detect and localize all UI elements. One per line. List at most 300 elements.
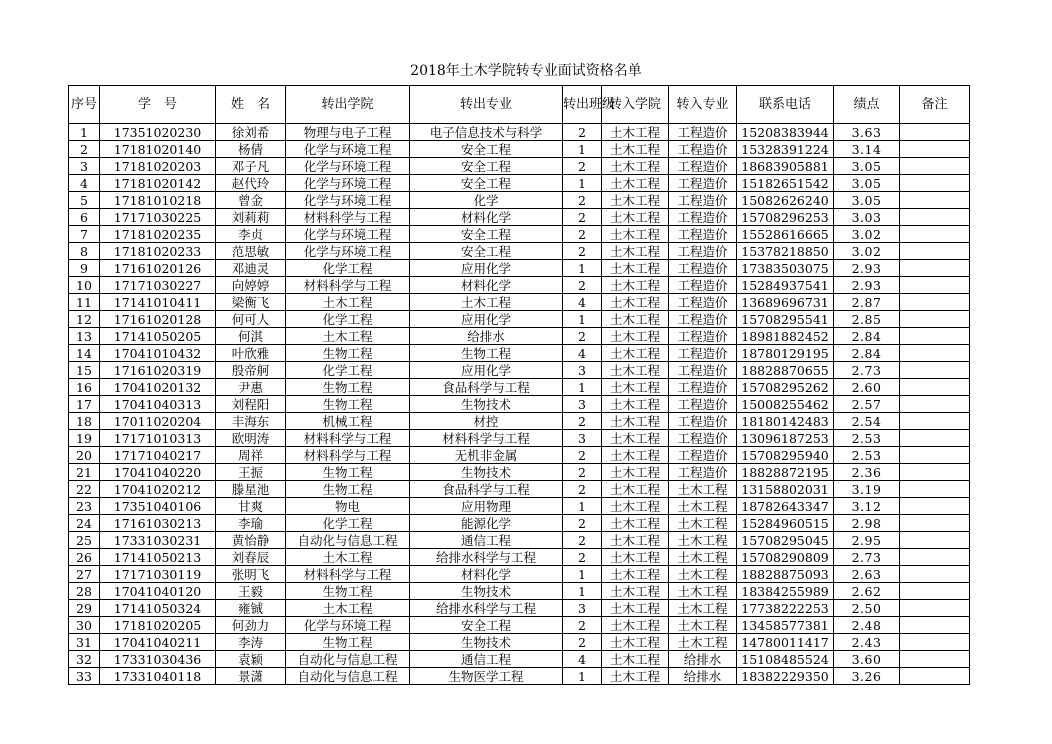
cell-from-major: 食品科学与工程: [410, 379, 563, 396]
cell-gpa: 2.50: [834, 600, 900, 617]
cell-remarks: [900, 175, 970, 192]
cell-gpa: 2.93: [834, 260, 900, 277]
cell-from-college: 生物工程: [286, 481, 410, 498]
cell-from-college: 化学与环境工程: [286, 226, 410, 243]
table-row: [69, 175, 970, 192]
table-row: [69, 498, 970, 515]
cell-to-college: 土木工程: [602, 447, 669, 464]
cell-to-college: 土木工程: [602, 277, 669, 294]
cell-to-major: 土木工程: [669, 549, 737, 566]
cell-student-id: 17171030227: [100, 277, 216, 294]
cell-student-id: 17141050205: [100, 328, 216, 345]
cell-remarks: [900, 345, 970, 362]
cell-to-college: 土木工程: [602, 549, 669, 566]
cell-remarks: [900, 634, 970, 651]
col-header-from-class: 转出班级: [563, 86, 602, 124]
cell-student-id: 17041040313: [100, 396, 216, 413]
cell-remarks: [900, 617, 970, 634]
cell-to-college: 土木工程: [602, 634, 669, 651]
cell-to-major: 工程造价: [669, 311, 737, 328]
cell-index: 23: [69, 498, 100, 515]
cell-to-major: 土木工程: [669, 600, 737, 617]
cell-from-major: 能源化学: [410, 515, 563, 532]
cell-name: 黄怡静: [216, 532, 286, 549]
cell-from-college: 化学工程: [286, 515, 410, 532]
cell-remarks: [900, 141, 970, 158]
cell-student-id: 17161020128: [100, 311, 216, 328]
table-row: [69, 243, 970, 260]
cell-phone: 15182651542: [737, 175, 834, 192]
cell-from-major: 生物技术: [410, 396, 563, 413]
cell-index: 20: [69, 447, 100, 464]
cell-from-class: 1: [563, 175, 602, 192]
table-row: [69, 379, 970, 396]
table-row: [69, 600, 970, 617]
cell-student-id: 17161020126: [100, 260, 216, 277]
cell-gpa: 2.84: [834, 328, 900, 345]
cell-to-college: 土木工程: [602, 328, 669, 345]
cell-from-college: 生物工程: [286, 345, 410, 362]
cell-student-id: 17351040106: [100, 498, 216, 515]
cell-from-class: 3: [563, 396, 602, 413]
cell-to-college: 土木工程: [602, 175, 669, 192]
cell-to-college: 土木工程: [602, 158, 669, 175]
cell-from-class: 2: [563, 464, 602, 481]
cell-from-major: 给排水科学与工程: [410, 600, 563, 617]
cell-name: 何劲力: [216, 617, 286, 634]
cell-name: 邓子凡: [216, 158, 286, 175]
cell-phone: 15708296253: [737, 209, 834, 226]
cell-from-college: 化学与环境工程: [286, 141, 410, 158]
cell-to-college: 土木工程: [602, 243, 669, 260]
cell-name: 殷帝舸: [216, 362, 286, 379]
cell-name: 滕星池: [216, 481, 286, 498]
cell-to-major: 工程造价: [669, 175, 737, 192]
cell-from-college: 自动化与信息工程: [286, 532, 410, 549]
cell-from-class: 2: [563, 549, 602, 566]
table-row: [69, 532, 970, 549]
cell-from-college: 化学与环境工程: [286, 192, 410, 209]
cell-to-major: 土木工程: [669, 634, 737, 651]
cell-student-id: 17181020142: [100, 175, 216, 192]
table-row: [69, 345, 970, 362]
cell-from-class: 1: [563, 311, 602, 328]
cell-name: 李瑜: [216, 515, 286, 532]
cell-from-college: 材料科学与工程: [286, 277, 410, 294]
cell-index: 13: [69, 328, 100, 345]
cell-name: 徐刘希: [216, 124, 286, 141]
cell-from-major: 无机非金属: [410, 447, 563, 464]
cell-from-college: 材料科学与工程: [286, 209, 410, 226]
cell-name: 刘莉莉: [216, 209, 286, 226]
cell-student-id: 17171030225: [100, 209, 216, 226]
cell-remarks: [900, 379, 970, 396]
cell-phone: 18180142483: [737, 413, 834, 430]
table-row: [69, 430, 970, 447]
cell-to-major: 给排水: [669, 651, 737, 668]
table-row: [69, 328, 970, 345]
cell-index: 16: [69, 379, 100, 396]
cell-from-college: 土木工程: [286, 600, 410, 617]
cell-gpa: 2.60: [834, 379, 900, 396]
cell-name: 曾金: [216, 192, 286, 209]
cell-student-id: 17041040120: [100, 583, 216, 600]
cell-from-college: 自动化与信息工程: [286, 651, 410, 668]
table-row: [69, 158, 970, 175]
cell-student-id: 17331040118: [100, 668, 216, 685]
cell-phone: 15708295262: [737, 379, 834, 396]
cell-remarks: [900, 328, 970, 345]
table-row: [69, 481, 970, 498]
table-row: [69, 583, 970, 600]
cell-from-class: 1: [563, 583, 602, 600]
cell-from-class: 2: [563, 226, 602, 243]
cell-gpa: 3.12: [834, 498, 900, 515]
cell-from-major: 应用化学: [410, 362, 563, 379]
cell-phone: 15708295541: [737, 311, 834, 328]
cell-index: 17: [69, 396, 100, 413]
cell-phone: 13096187253: [737, 430, 834, 447]
cell-index: 2: [69, 141, 100, 158]
cell-from-major: 生物工程: [410, 345, 563, 362]
cell-index: 30: [69, 617, 100, 634]
cell-gpa: 3.05: [834, 192, 900, 209]
cell-name: 梁衡飞: [216, 294, 286, 311]
cell-from-college: 物电: [286, 498, 410, 515]
cell-name: 向婷婷: [216, 277, 286, 294]
table-row: [69, 634, 970, 651]
cell-student-id: 17041020132: [100, 379, 216, 396]
cell-from-college: 生物工程: [286, 634, 410, 651]
cell-remarks: [900, 413, 970, 430]
cell-from-college: 机械工程: [286, 413, 410, 430]
cell-from-class: 2: [563, 277, 602, 294]
table-body: [69, 124, 970, 685]
table-row: [69, 294, 970, 311]
cell-from-college: 化学工程: [286, 260, 410, 277]
cell-to-major: 工程造价: [669, 294, 737, 311]
col-header-index: 序号: [69, 86, 100, 124]
cell-to-college: 土木工程: [602, 260, 669, 277]
cell-from-major: 应用化学: [410, 311, 563, 328]
cell-student-id: 17181020140: [100, 141, 216, 158]
cell-student-id: 17141050324: [100, 600, 216, 617]
cell-from-class: 3: [563, 430, 602, 447]
cell-remarks: [900, 651, 970, 668]
cell-from-class: 2: [563, 124, 602, 141]
cell-from-class: 1: [563, 379, 602, 396]
cell-from-college: 化学与环境工程: [286, 617, 410, 634]
cell-index: 33: [69, 668, 100, 685]
cell-from-major: 材料化学: [410, 277, 563, 294]
cell-to-major: 土木工程: [669, 498, 737, 515]
cell-student-id: 17041020212: [100, 481, 216, 498]
cell-student-id: 17331030231: [100, 532, 216, 549]
cell-phone: 15708290809: [737, 549, 834, 566]
cell-to-college: 土木工程: [602, 498, 669, 515]
cell-index: 5: [69, 192, 100, 209]
cell-from-college: 化学与环境工程: [286, 243, 410, 260]
cell-phone: 17383503075: [737, 260, 834, 277]
cell-to-major: 工程造价: [669, 243, 737, 260]
cell-gpa: 2.95: [834, 532, 900, 549]
cell-from-college: 材料科学与工程: [286, 447, 410, 464]
cell-name: 杨倩: [216, 141, 286, 158]
cell-to-major: 工程造价: [669, 158, 737, 175]
cell-phone: 18384255989: [737, 583, 834, 600]
cell-index: 28: [69, 583, 100, 600]
cell-from-class: 2: [563, 158, 602, 175]
cell-gpa: 2.73: [834, 549, 900, 566]
cell-student-id: 17331030436: [100, 651, 216, 668]
cell-to-major: 土木工程: [669, 532, 737, 549]
cell-name: 何可人: [216, 311, 286, 328]
cell-gpa: 3.02: [834, 226, 900, 243]
cell-student-id: 17161020319: [100, 362, 216, 379]
cell-from-college: 化学与环境工程: [286, 175, 410, 192]
cell-phone: 13158802031: [737, 481, 834, 498]
table-row: [69, 668, 970, 685]
cell-student-id: 17041040211: [100, 634, 216, 651]
cell-gpa: 2.53: [834, 430, 900, 447]
table-row: [69, 226, 970, 243]
cell-index: 19: [69, 430, 100, 447]
cell-phone: 15008255462: [737, 396, 834, 413]
cell-from-college: 物理与电子工程: [286, 124, 410, 141]
table-row: [69, 141, 970, 158]
cell-index: 31: [69, 634, 100, 651]
cell-name: 张明飞: [216, 566, 286, 583]
cell-student-id: 17041040220: [100, 464, 216, 481]
cell-to-major: 土木工程: [669, 566, 737, 583]
cell-from-class: 2: [563, 515, 602, 532]
cell-from-major: 安全工程: [410, 141, 563, 158]
cell-phone: 17738222253: [737, 600, 834, 617]
cell-name: 尹惠: [216, 379, 286, 396]
cell-from-college: 土木工程: [286, 328, 410, 345]
cell-from-college: 生物工程: [286, 379, 410, 396]
cell-from-class: 1: [563, 498, 602, 515]
cell-gpa: 2.98: [834, 515, 900, 532]
cell-from-major: 材料科学与工程: [410, 430, 563, 447]
cell-index: 12: [69, 311, 100, 328]
table-row: [69, 549, 970, 566]
cell-name: 何淇: [216, 328, 286, 345]
cell-gpa: 3.60: [834, 651, 900, 668]
cell-to-college: 土木工程: [602, 362, 669, 379]
cell-phone: 15108485524: [737, 651, 834, 668]
cell-to-major: 工程造价: [669, 124, 737, 141]
cell-phone: 15708295940: [737, 447, 834, 464]
cell-gpa: 2.84: [834, 345, 900, 362]
cell-to-major: 工程造价: [669, 328, 737, 345]
cell-remarks: [900, 464, 970, 481]
cell-to-college: 土木工程: [602, 294, 669, 311]
cell-student-id: 17181020235: [100, 226, 216, 243]
cell-from-class: 2: [563, 447, 602, 464]
cell-to-major: 工程造价: [669, 430, 737, 447]
cell-to-major: 工程造价: [669, 209, 737, 226]
cell-gpa: 3.14: [834, 141, 900, 158]
cell-index: 7: [69, 226, 100, 243]
cell-index: 3: [69, 158, 100, 175]
cell-from-major: 安全工程: [410, 175, 563, 192]
cell-to-major: 工程造价: [669, 192, 737, 209]
cell-from-class: 2: [563, 192, 602, 209]
cell-student-id: 17181020203: [100, 158, 216, 175]
cell-from-class: 4: [563, 294, 602, 311]
cell-gpa: 2.73: [834, 362, 900, 379]
cell-from-major: 应用物理: [410, 498, 563, 515]
col-header-student-id: 学 号: [100, 86, 216, 124]
col-header-phone: 联系电话: [737, 86, 834, 124]
cell-index: 25: [69, 532, 100, 549]
cell-name: 王毅: [216, 583, 286, 600]
cell-name: 赵代玲: [216, 175, 286, 192]
cell-from-college: 化学工程: [286, 311, 410, 328]
cell-from-college: 自动化与信息工程: [286, 668, 410, 685]
cell-to-college: 土木工程: [602, 345, 669, 362]
cell-to-college: 土木工程: [602, 226, 669, 243]
cell-from-major: 给排水科学与工程: [410, 549, 563, 566]
cell-gpa: 2.87: [834, 294, 900, 311]
cell-index: 4: [69, 175, 100, 192]
cell-gpa: 2.53: [834, 447, 900, 464]
cell-to-major: 土木工程: [669, 617, 737, 634]
cell-student-id: 17141010411: [100, 294, 216, 311]
cell-to-college: 土木工程: [602, 141, 669, 158]
cell-gpa: 2.62: [834, 583, 900, 600]
cell-gpa: 2.48: [834, 617, 900, 634]
cell-gpa: 3.05: [834, 175, 900, 192]
cell-to-major: 工程造价: [669, 396, 737, 413]
cell-from-class: 2: [563, 481, 602, 498]
cell-phone: 18981882452: [737, 328, 834, 345]
cell-remarks: [900, 566, 970, 583]
cell-from-major: 材料化学: [410, 566, 563, 583]
cell-to-college: 土木工程: [602, 311, 669, 328]
cell-student-id: 17161030213: [100, 515, 216, 532]
cell-index: 29: [69, 600, 100, 617]
cell-remarks: [900, 498, 970, 515]
cell-phone: 15208383944: [737, 124, 834, 141]
table-row: [69, 447, 970, 464]
cell-from-major: 材料化学: [410, 209, 563, 226]
cell-to-college: 土木工程: [602, 209, 669, 226]
cell-from-major: 土木工程: [410, 294, 563, 311]
cell-name: 甘爽: [216, 498, 286, 515]
col-header-to-college: 转入学院: [602, 86, 669, 124]
cell-to-major: 工程造价: [669, 379, 737, 396]
cell-to-college: 土木工程: [602, 583, 669, 600]
col-header-remarks: 备注: [900, 86, 970, 124]
cell-to-major: 工程造价: [669, 413, 737, 430]
col-header-from-college: 转出学院: [286, 86, 410, 124]
cell-remarks: [900, 226, 970, 243]
cell-gpa: 3.63: [834, 124, 900, 141]
cell-remarks: [900, 311, 970, 328]
cell-phone: 18382229350: [737, 668, 834, 685]
cell-remarks: [900, 192, 970, 209]
cell-from-college: 材料科学与工程: [286, 430, 410, 447]
cell-to-college: 土木工程: [602, 464, 669, 481]
cell-phone: 13458577381: [737, 617, 834, 634]
cell-index: 18: [69, 413, 100, 430]
cell-name: 李涛: [216, 634, 286, 651]
table-row: [69, 566, 970, 583]
cell-name: 范思敏: [216, 243, 286, 260]
cell-phone: 18782643347: [737, 498, 834, 515]
cell-from-class: 2: [563, 413, 602, 430]
cell-remarks: [900, 532, 970, 549]
cell-phone: 15528616665: [737, 226, 834, 243]
cell-remarks: [900, 294, 970, 311]
cell-to-major: 工程造价: [669, 226, 737, 243]
cell-from-major: 材控: [410, 413, 563, 430]
table-row: [69, 651, 970, 668]
cell-name: 丰海东: [216, 413, 286, 430]
cell-index: 32: [69, 651, 100, 668]
cell-to-major: 工程造价: [669, 345, 737, 362]
cell-to-college: 土木工程: [602, 600, 669, 617]
cell-to-college: 土木工程: [602, 396, 669, 413]
roster-table: [68, 85, 970, 685]
cell-to-college: 土木工程: [602, 192, 669, 209]
cell-from-college: 化学与环境工程: [286, 158, 410, 175]
cell-from-class: 1: [563, 668, 602, 685]
cell-to-college: 土木工程: [602, 124, 669, 141]
cell-gpa: 2.63: [834, 566, 900, 583]
cell-phone: 14780011417: [737, 634, 834, 651]
cell-index: 24: [69, 515, 100, 532]
cell-gpa: 2.36: [834, 464, 900, 481]
cell-from-class: 2: [563, 209, 602, 226]
cell-from-college: 生物工程: [286, 464, 410, 481]
cell-remarks: [900, 158, 970, 175]
cell-remarks: [900, 209, 970, 226]
col-header-name: 姓 名: [216, 86, 286, 124]
cell-to-college: 土木工程: [602, 481, 669, 498]
cell-gpa: 3.05: [834, 158, 900, 175]
cell-student-id: 17181020205: [100, 617, 216, 634]
cell-index: 10: [69, 277, 100, 294]
cell-name: 周祥: [216, 447, 286, 464]
cell-from-major: 安全工程: [410, 243, 563, 260]
table-row: [69, 209, 970, 226]
cell-phone: 18828870655: [737, 362, 834, 379]
cell-from-class: 4: [563, 651, 602, 668]
cell-to-college: 土木工程: [602, 379, 669, 396]
cell-phone: 15284937541: [737, 277, 834, 294]
cell-from-major: 应用化学: [410, 260, 563, 277]
cell-gpa: 2.93: [834, 277, 900, 294]
cell-to-major: 土木工程: [669, 583, 737, 600]
header-row: [69, 86, 970, 124]
cell-from-class: 3: [563, 362, 602, 379]
table-row: [69, 362, 970, 379]
cell-name: 雍铖: [216, 600, 286, 617]
cell-name: 刘程阳: [216, 396, 286, 413]
cell-index: 21: [69, 464, 100, 481]
cell-to-major: 工程造价: [669, 447, 737, 464]
cell-phone: 15284960515: [737, 515, 834, 532]
cell-student-id: 17181020233: [100, 243, 216, 260]
cell-from-college: 土木工程: [286, 294, 410, 311]
cell-to-college: 土木工程: [602, 651, 669, 668]
cell-name: 王振: [216, 464, 286, 481]
cell-student-id: 17171010313: [100, 430, 216, 447]
cell-gpa: 3.03: [834, 209, 900, 226]
